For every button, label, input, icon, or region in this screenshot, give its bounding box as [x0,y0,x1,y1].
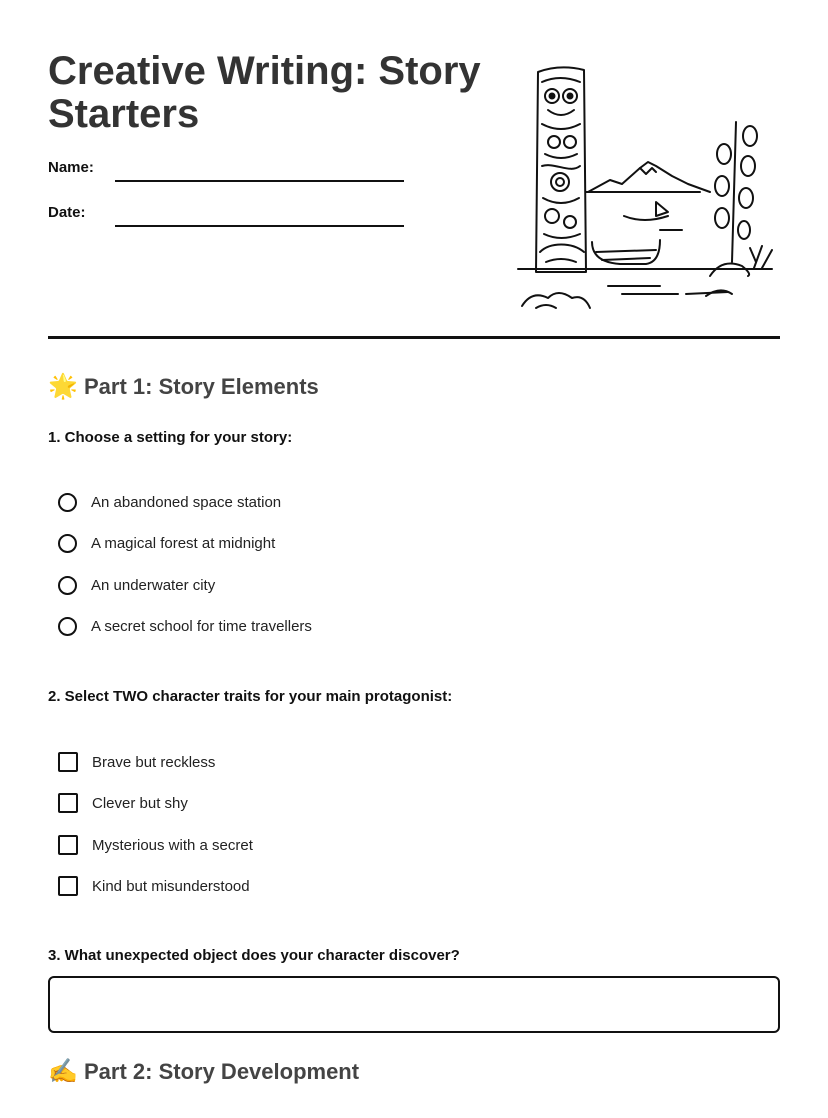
part1-heading [48,372,319,401]
option-label: Brave but reckless [92,753,216,771]
writing-hand-icon: ✍️ [48,1058,78,1085]
radio-button[interactable] [58,617,77,636]
carved-pou-icon [536,67,586,272]
checkbox[interactable] [58,876,78,896]
option-label: A magical forest at midnight [91,535,276,552]
trait-option-kind[interactable] [58,876,250,896]
part1-heading-text: Part 1: Story Elements [84,373,319,399]
part2-heading [48,1057,359,1086]
nz-landscape-illustration [510,62,780,312]
option-label: An underwater city [91,577,216,594]
canoe-icon [592,240,660,264]
date-label: Date: [48,204,86,221]
checkbox[interactable] [58,793,78,813]
setting-option-magical-forest[interactable] [58,534,275,553]
checkbox[interactable] [58,835,78,855]
radio-button[interactable] [58,493,77,512]
option-label: An abandoned space station [91,494,282,511]
date-field[interactable] [115,225,404,227]
option-label: A secret school for time travellers [91,618,312,635]
checkbox[interactable] [58,752,78,772]
question-3: 3. What unexpected object does your character discover? [48,947,460,964]
name-field[interactable] [115,180,404,182]
unexpected-object-input[interactable] [48,976,780,1033]
option-label: Kind but misunderstood [92,877,250,895]
radio-button[interactable] [58,534,77,553]
trait-option-clever[interactable] [58,793,188,813]
question-2: 2. Select TWO character traits for your main protagonist: [48,688,453,705]
setting-option-underwater-city[interactable] [58,576,215,595]
question-1: 1. Choose a setting for your story: [48,429,293,446]
header-divider [48,336,780,339]
tree-icon [710,122,772,276]
option-label: Clever but shy [92,794,188,812]
sailboat-icon [624,202,682,230]
part2-heading-text: Part 2: Story Development [84,1058,360,1084]
mountain-icon [588,162,710,192]
name-label: Name: [48,159,94,176]
setting-option-time-school[interactable] [58,617,312,636]
trait-option-mysterious[interactable] [58,835,253,855]
radio-button[interactable] [58,576,77,595]
option-label: Mysterious with a secret [92,836,253,854]
glowing-star-icon: 🌟 [48,373,78,400]
page-title: Creative Writing: Story Starters [48,49,481,136]
trait-option-brave[interactable] [58,752,215,772]
setting-option-space-station[interactable] [58,493,281,512]
